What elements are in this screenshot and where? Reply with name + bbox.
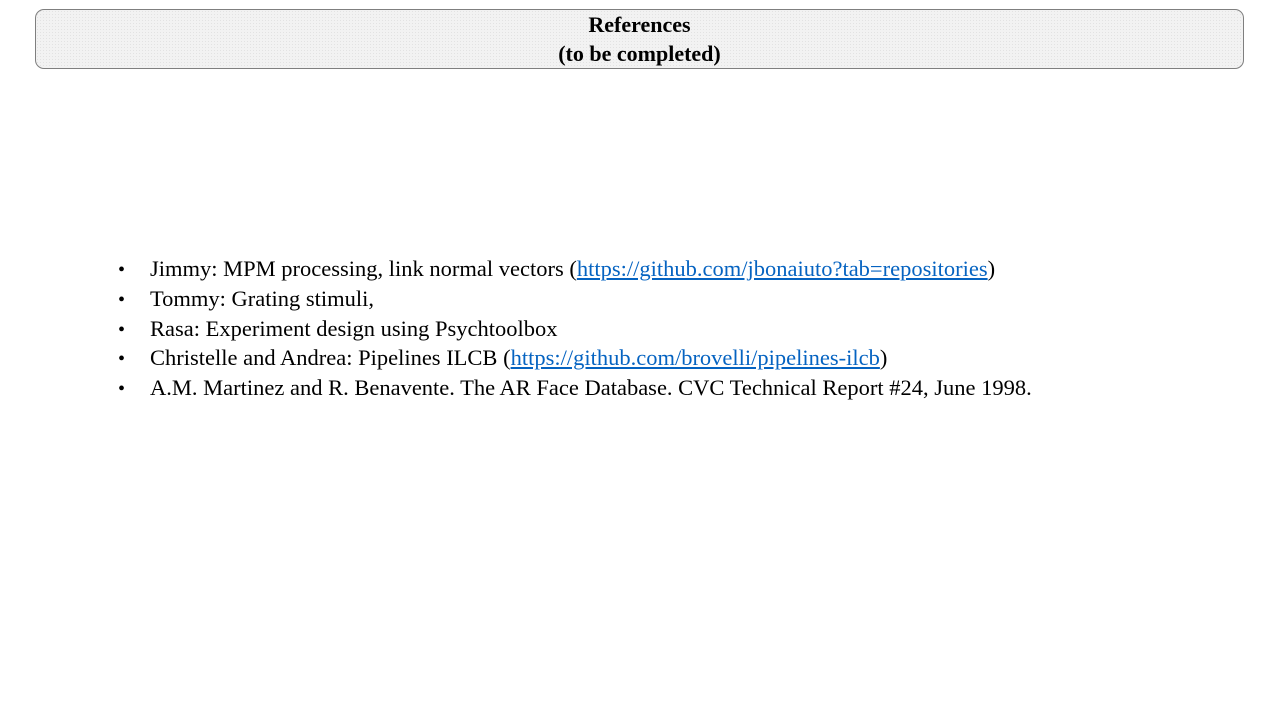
reference-item-christelle-andrea (118, 344, 1032, 374)
reference-text-before: Jimmy: MPM processing, link normal vectors ( (150, 256, 577, 281)
reference-item-tommy (118, 285, 1032, 315)
reference-text-after: ) (987, 256, 996, 281)
reference-text: Tommy: Grating stimuli, (150, 285, 375, 311)
reference-item-rasa (118, 315, 1032, 345)
reference-text-before: Christelle and Andrea: Pipelines ILCB ( (150, 345, 511, 371)
bullet-icon: • (118, 288, 126, 311)
reference-text: A.M. Martinez and R. Benavente. The AR Face Database. CVC Technical Report #24, June 1998. (150, 375, 1032, 401)
reference-text: Rasa: Experiment design using Psychtoolbox (150, 315, 558, 341)
reference-text (150, 255, 995, 284)
bullet-icon: • (118, 259, 126, 281)
bullet-icon: • (118, 378, 126, 401)
reference-link-brovelli[interactable]: https://github.com/brovelli/pipelines-ilcb (510, 345, 880, 371)
reference-item-jimmy (118, 255, 1032, 285)
slide-subtitle: (to be completed) (558, 41, 721, 66)
reference-item-ar-face-database (118, 374, 1032, 404)
reference-text-after: ) (879, 345, 888, 371)
title-box (35, 9, 1244, 69)
reference-text (150, 344, 887, 373)
reference-link-jbonaiuto[interactable]: https://github.com/jbonaiuto?tab=repositories (576, 256, 988, 281)
reference-list (118, 255, 1032, 404)
bullet-icon: • (118, 318, 126, 341)
bullet-icon: • (118, 348, 126, 371)
slide-title: References (588, 12, 691, 37)
